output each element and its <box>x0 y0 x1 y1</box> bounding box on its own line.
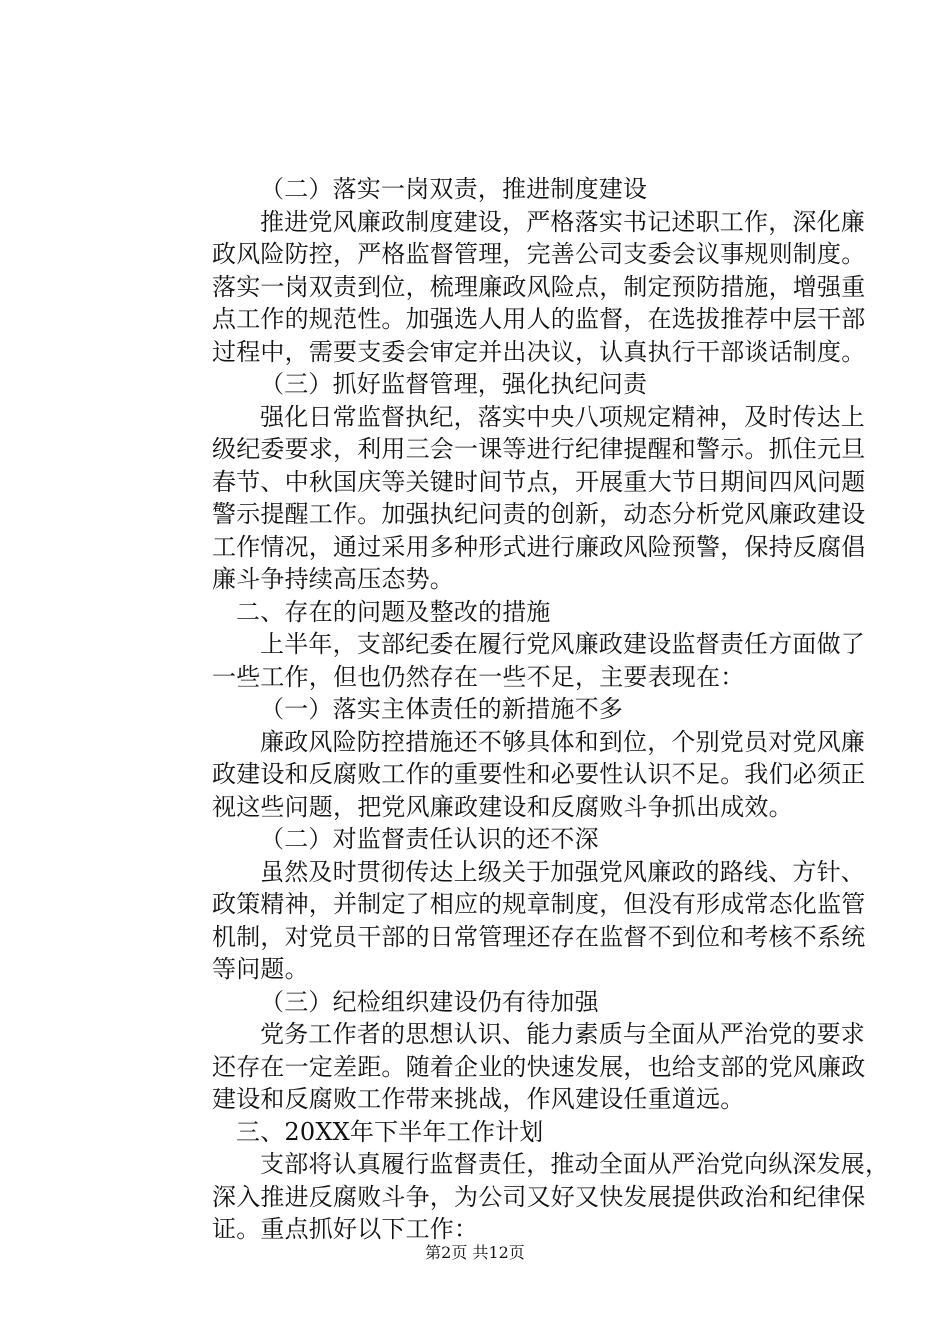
text-line: 一些工作，但也仍然存在一些不足，主要表现在： <box>212 662 745 691</box>
text-line: （二）落实一岗双责，推进制度建设 <box>260 175 648 203</box>
text-line: 推进党风廉政制度建设，严格落实书记述职工作，深化廉 <box>260 207 865 236</box>
text-line: （三）纪检组织建设仍有待加强 <box>260 987 599 1016</box>
text-line: 支部将认真履行监督责任，推动全面从严治党向纵深发展， <box>260 1150 890 1178</box>
text-line: 强化日常监督执纪，落实中央八项规定精神，及时传达上 <box>260 402 865 431</box>
text-line: 等问题。 <box>212 955 309 983</box>
text-line: 证。重点抓好以下工作： <box>212 1215 479 1243</box>
text-line: 政建设和反腐败工作的重要性和必要性认识不足。我们必须正 <box>212 760 866 788</box>
text-line: 机制，对党员干部的日常管理还存在监督不到位和考核不系统 <box>212 922 866 951</box>
text-line: 二、存在的问题及整改的措施 <box>236 597 551 626</box>
text-line: （一）落实主体责任的新措施不多 <box>260 695 623 723</box>
text-line: 政策精神，并制定了相应的规章制度，但没有形成常态化监管 <box>212 890 866 918</box>
text-line: 工作情况，通过采用多种形式进行廉政风险预警，保持反腐倡 <box>212 532 866 561</box>
text-line: 虽然及时贯彻传达上级关于加强党风廉政的路线、方针、 <box>260 857 865 886</box>
text-line: 点工作的规范性。加强选人用人的监督，在选拔推荐中层干部 <box>212 305 866 333</box>
text-line: 党务工作者的思想认识、能力素质与全面从严治党的要求 <box>260 1020 865 1048</box>
text-line: 级纪委要求，利用三会一课等进行纪律提醒和警示。抓住元旦 <box>212 435 866 463</box>
text-line: 视这些问题，把党风廉政建设和反腐败斗争抓出成效。 <box>212 792 793 821</box>
text-line: 警示提醒工作。加强执纪问责的创新，动态分析党风廉政建设 <box>212 500 866 528</box>
page-number: 第2页 共12页 <box>425 1243 525 1262</box>
text-line: 深入推进反腐败斗争，为公司又好又快发展提供政治和纪律保 <box>212 1182 866 1211</box>
text-line: 廉政风险防控措施还不够具体和到位，个别党员对党风廉 <box>260 727 865 756</box>
text-line: 还存在一定差距。随着企业的快速发展，也给支部的党风廉政 <box>212 1052 866 1081</box>
text-line: 上半年，支部纪委在履行党风廉政建设监督责任方面做了 <box>260 630 865 658</box>
text-line: （二）对监督责任认识的还不深 <box>260 825 599 853</box>
text-line: （三）抓好监督管理，强化执纪问责 <box>260 370 648 398</box>
text-line: 过程中，需要支委会审定并出决议，认真执行干部谈话制度。 <box>212 337 866 366</box>
text-line: 廉斗争持续高压态势。 <box>212 565 454 593</box>
text-line: 建设和反腐败工作带来挑战，作风建设任重道远。 <box>212 1085 745 1113</box>
text-line: 落实一岗双责到位，梳理廉政风险点，制定预防措施，增强重 <box>212 272 866 301</box>
text-line: 春节、中秋国庆等关键时间节点，开展重大节日期间四风问题 <box>212 467 866 496</box>
text-line: 政风险防控，严格监督管理，完善公司支委会议事规则制度。 <box>212 240 866 268</box>
document-body <box>212 173 890 1246</box>
text-line: 三、20XX年下半年工作计划 <box>236 1117 544 1146</box>
